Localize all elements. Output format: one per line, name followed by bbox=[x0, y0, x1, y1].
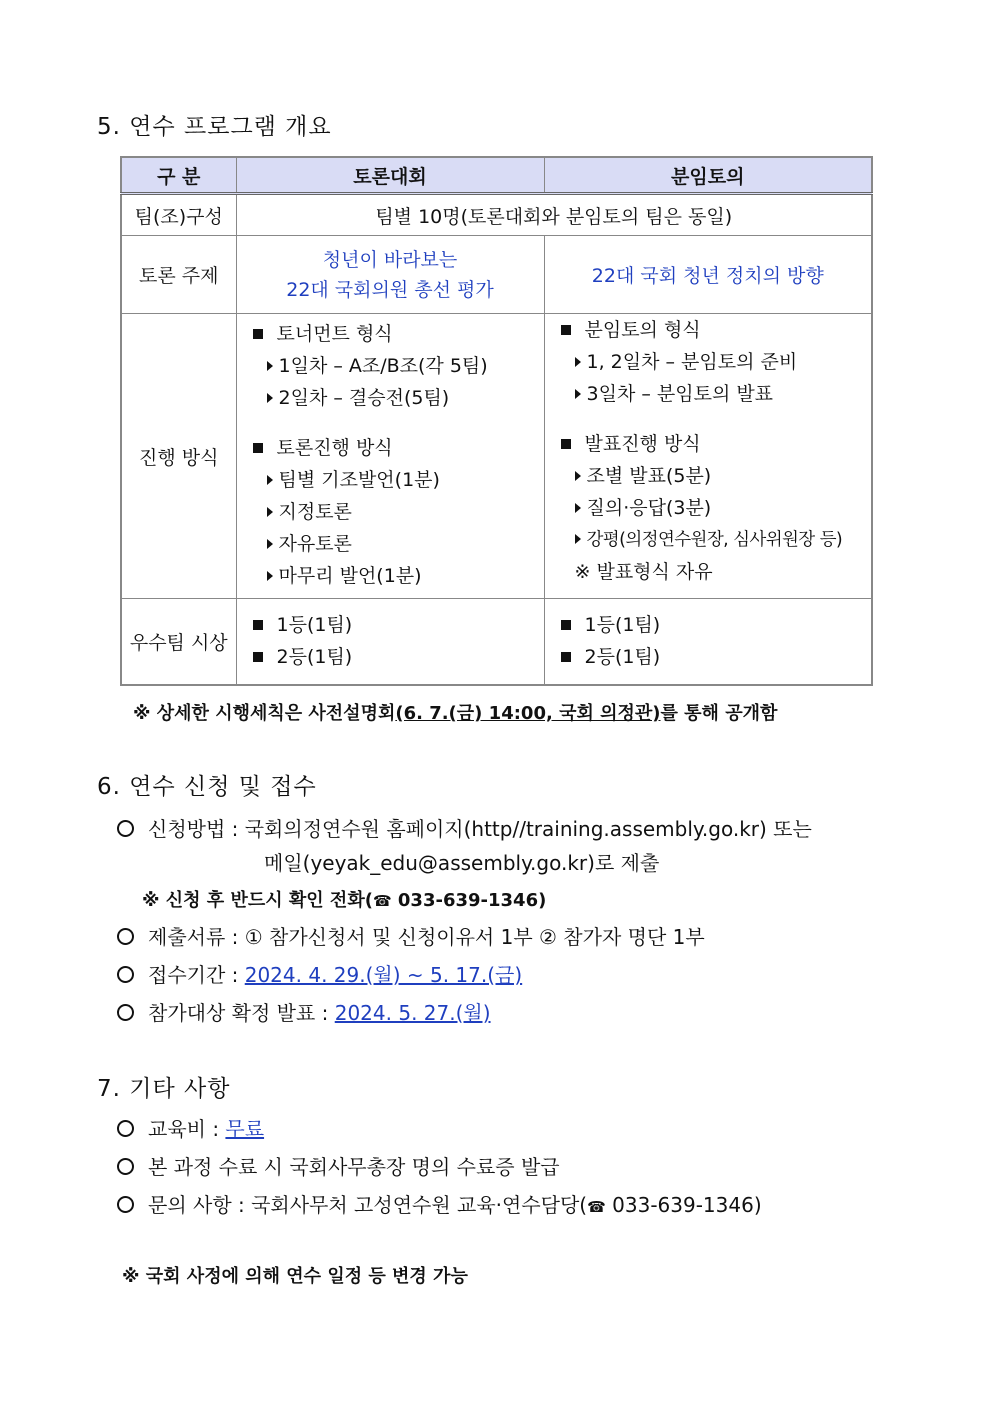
confirm-note-phone: 033-639-1346) bbox=[391, 890, 547, 911]
triangle-bullet-icon bbox=[267, 571, 273, 581]
certificate-info bbox=[117, 1151, 560, 1180]
list-item bbox=[559, 609, 872, 641]
fee-value: 무료 bbox=[225, 1117, 265, 1141]
list-item bbox=[559, 346, 872, 378]
team-value: 팀별 10명(토론대회와 분임토의 팀은 동일) bbox=[236, 194, 872, 236]
fee-label: 교육비 : bbox=[148, 1117, 226, 1141]
circle-bullet-icon bbox=[117, 1120, 134, 1137]
contact-prefix: 문의 사항 : 국회사무처 고성연수원 교육·연수담당( bbox=[148, 1193, 588, 1217]
confirm-call-note bbox=[142, 886, 546, 912]
triangle-bullet-icon bbox=[267, 475, 273, 485]
list-item bbox=[251, 496, 544, 528]
triangle-bullet-icon bbox=[267, 507, 273, 517]
submission-docs-text: 제출서류 : ① 참가신청서 및 신청이유서 1부 ② 참가자 명단 1부 bbox=[148, 925, 705, 949]
note-briefing-date: (6. 7.(금) 14:00, 국회 의정관) bbox=[395, 703, 661, 724]
detail-rules-note bbox=[133, 699, 777, 725]
list-item bbox=[251, 560, 544, 592]
list-item bbox=[559, 460, 872, 492]
table-row bbox=[121, 194, 872, 236]
header-group-discussion: 분임토의 bbox=[544, 157, 872, 194]
section5-heading: 5. 연수 프로그램 개요 bbox=[97, 114, 332, 140]
method-label: 진행 방식 bbox=[121, 314, 236, 599]
announcement bbox=[117, 997, 491, 1026]
triangle-bullet-icon bbox=[575, 357, 581, 367]
group-group2-title: 발표진행 방식 bbox=[584, 433, 701, 455]
topic-group: 22대 국회 청년 정치의 방향 bbox=[544, 236, 872, 314]
circle-bullet-icon bbox=[117, 820, 134, 837]
list-item bbox=[251, 641, 544, 673]
list-item bbox=[251, 528, 544, 560]
period-label: 접수기간 : bbox=[148, 963, 245, 987]
award-debate bbox=[236, 599, 544, 685]
item-text: 지정토론 bbox=[278, 501, 352, 523]
item-text: 2등(1팀) bbox=[276, 646, 353, 669]
list-item bbox=[251, 464, 544, 496]
phone-icon: ☎ bbox=[372, 892, 392, 910]
debate-group2-title: 토론진행 방식 bbox=[276, 437, 393, 459]
team-label: 팀(조)구성 bbox=[121, 194, 236, 236]
header-debate: 토론대회 bbox=[236, 157, 544, 194]
triangle-bullet-icon bbox=[267, 393, 273, 403]
contact-info bbox=[117, 1189, 762, 1218]
list-item bbox=[559, 378, 872, 410]
application-period bbox=[117, 959, 522, 988]
topic-debate bbox=[236, 236, 544, 314]
certificate-text: 본 과정 수료 시 국회사무총장 명의 수료증 발급 bbox=[148, 1155, 560, 1179]
item-text: 1등(1팀) bbox=[276, 614, 353, 637]
square-bullet-icon bbox=[561, 652, 571, 662]
list-item bbox=[559, 428, 872, 460]
item-text: 2일차 – 결승전(5팀) bbox=[278, 387, 450, 409]
triangle-bullet-icon bbox=[267, 361, 273, 371]
square-bullet-icon bbox=[253, 443, 263, 453]
item-text: 1등(1팀) bbox=[584, 614, 661, 637]
list-item bbox=[251, 609, 544, 641]
square-bullet-icon bbox=[561, 439, 571, 449]
circle-bullet-icon bbox=[117, 928, 134, 945]
list-item bbox=[251, 432, 544, 464]
header-category: 구 분 bbox=[121, 157, 236, 194]
item-text: 팀별 기조발언(1분) bbox=[278, 469, 440, 491]
list-item bbox=[251, 318, 544, 350]
note-suffix: 를 통해 공개함 bbox=[660, 703, 778, 724]
list-item bbox=[559, 641, 872, 673]
announce-value: 2024. 5. 27.(월) bbox=[334, 1001, 491, 1025]
list-item bbox=[559, 314, 872, 346]
item-text: 질의·응답(3분) bbox=[586, 497, 712, 519]
item-text: 3일차 – 분임토의 발표 bbox=[586, 383, 774, 405]
contact-phone: 033-639-1346) bbox=[605, 1193, 762, 1217]
item-text: 조별 발표(5분) bbox=[586, 465, 712, 487]
submission-docs bbox=[117, 921, 705, 950]
debate-group1-title: 토너먼트 형식 bbox=[276, 323, 393, 345]
table-row bbox=[121, 314, 872, 599]
circle-bullet-icon bbox=[117, 1196, 134, 1213]
method-group bbox=[544, 314, 872, 599]
section6-heading: 6. 연수 신청 및 접수 bbox=[97, 774, 317, 800]
schedule-change-note: ※ 국회 사정에 의해 연수 일정 등 변경 가능 bbox=[122, 1266, 468, 1287]
triangle-bullet-icon bbox=[575, 503, 581, 513]
table-row bbox=[121, 599, 872, 685]
apply-method bbox=[117, 813, 812, 842]
group-group1-title: 분임토의 형식 bbox=[584, 319, 701, 341]
square-bullet-icon bbox=[253, 620, 263, 630]
confirm-note-prefix: ※ 신청 후 반드시 확인 전화( bbox=[142, 890, 373, 911]
item-text: 2등(1팀) bbox=[584, 646, 661, 669]
triangle-bullet-icon bbox=[575, 471, 581, 481]
topic-debate-line2: 22대 국회의원 총선 평가 bbox=[286, 278, 494, 301]
topic-debate-line1: 청년이 바라보는 bbox=[322, 248, 458, 271]
triangle-bullet-icon bbox=[575, 534, 581, 544]
note-prefix: ※ 상세한 시행세칙은 사전설명회 bbox=[133, 703, 396, 724]
method-debate bbox=[236, 314, 544, 599]
triangle-bullet-icon bbox=[575, 389, 581, 399]
award-group bbox=[544, 599, 872, 685]
list-item bbox=[559, 524, 872, 556]
apply-method-line1: 국회의정연수원 홈페이지(http//training.assembly.go.kr) 또는 bbox=[244, 817, 812, 841]
triangle-bullet-icon bbox=[267, 539, 273, 549]
square-bullet-icon bbox=[561, 620, 571, 630]
item-text: 1, 2일차 – 분임토의 준비 bbox=[586, 351, 798, 373]
topic-label: 토론 주제 bbox=[121, 236, 236, 314]
square-bullet-icon bbox=[253, 652, 263, 662]
phone-icon: ☎ bbox=[587, 1198, 606, 1216]
table-row bbox=[121, 236, 872, 314]
list-item bbox=[559, 492, 872, 524]
section7-heading: 7. 기타 사항 bbox=[97, 1076, 231, 1102]
award-label: 우수팀 시상 bbox=[121, 599, 236, 685]
square-bullet-icon bbox=[253, 329, 263, 339]
list-item bbox=[251, 350, 544, 382]
apply-method-label: 신청방법 : bbox=[148, 817, 245, 841]
item-text: 강평(의정연수원장, 심사위원장 등) bbox=[586, 530, 843, 550]
circle-bullet-icon bbox=[117, 1158, 134, 1175]
apply-method-line2: 메일(yeyak_edu@assembly.go.kr)로 제출 bbox=[264, 851, 660, 875]
item-text: 1일차 – A조/B조(각 5팀) bbox=[278, 355, 488, 377]
circle-bullet-icon bbox=[117, 1004, 134, 1021]
tuition-fee bbox=[117, 1113, 264, 1142]
group-note: ※ 발표형식 자유 bbox=[574, 561, 713, 583]
announce-label: 참가대상 확정 발표 : bbox=[148, 1001, 335, 1025]
list-item bbox=[251, 382, 544, 414]
item-text: 자유토론 bbox=[278, 533, 352, 555]
period-value: 2024. 4. 29.(월) ~ 5. 17.(금) bbox=[244, 963, 523, 987]
item-text: 마무리 발언(1분) bbox=[278, 565, 422, 587]
program-overview-table bbox=[120, 156, 873, 686]
square-bullet-icon bbox=[561, 325, 571, 335]
table-header-row bbox=[121, 157, 872, 194]
circle-bullet-icon bbox=[117, 966, 134, 983]
